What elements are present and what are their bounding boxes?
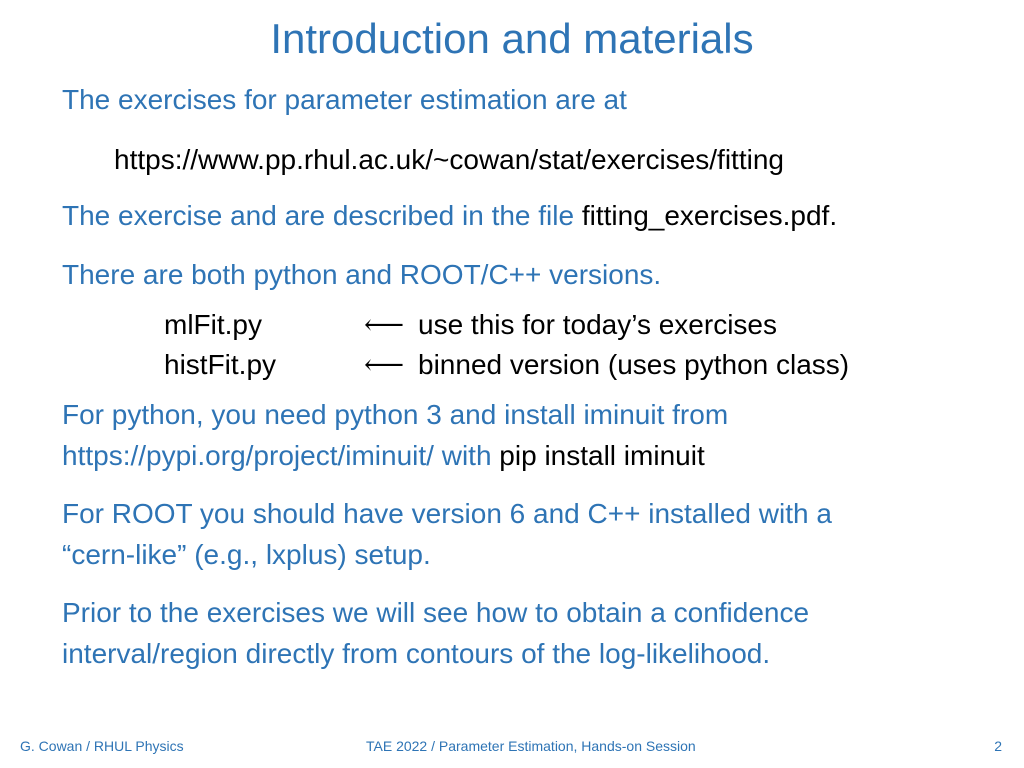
footer-author: G. Cowan / RHUL Physics: [20, 738, 184, 754]
iminuit-url[interactable]: https://pypi.org/project/iminuit/ with: [62, 440, 500, 471]
file-note-mlfit: use this for today’s exercises: [418, 309, 777, 340]
described-line: [62, 196, 837, 236]
file-name-mlfit: mlFit.py: [164, 309, 262, 340]
left-arrow-icon: ⟵: [364, 348, 405, 381]
described-text: The exercise and are described in the file: [62, 200, 582, 231]
prior-line-1: Prior to the exercises we will see how to obtain a confidence: [62, 597, 810, 628]
slide-title: Introduction and materials: [270, 15, 754, 62]
root-line-2: “cern-like” (e.g., lxplus) setup.: [62, 539, 431, 570]
file-row-histfit: [164, 345, 849, 385]
file-row-mlfit: [164, 305, 777, 345]
footer-event: TAE 2022 / Parameter Estimation, Hands-on Session: [366, 738, 696, 754]
versions-text: There are both python and ROOT/C++ versions.: [62, 259, 662, 290]
page-number: 2: [994, 738, 1002, 754]
root-line-1: For ROOT you should have version 6 and C++ installed with a: [62, 498, 832, 529]
exercise-file-name: fitting_exercises.pdf.: [581, 200, 838, 231]
left-arrow-icon: ⟵: [364, 308, 405, 341]
pip-install-command: pip install iminuit: [499, 440, 705, 471]
intro-text: The exercises for parameter estimation are at: [62, 84, 627, 115]
exercises-url[interactable]: https://www.pp.rhul.ac.uk/~cowan/stat/exercises/fitting: [114, 144, 784, 175]
python-line-1: For python, you need python 3 and install iminuit from: [62, 399, 729, 430]
file-name-histfit: histFit.py: [164, 349, 277, 380]
prior-line-2: interval/region directly from contours of the log-likelihood.: [62, 638, 771, 669]
file-note-histfit: binned version (uses python class): [418, 349, 850, 380]
python-line-2: [62, 436, 705, 476]
